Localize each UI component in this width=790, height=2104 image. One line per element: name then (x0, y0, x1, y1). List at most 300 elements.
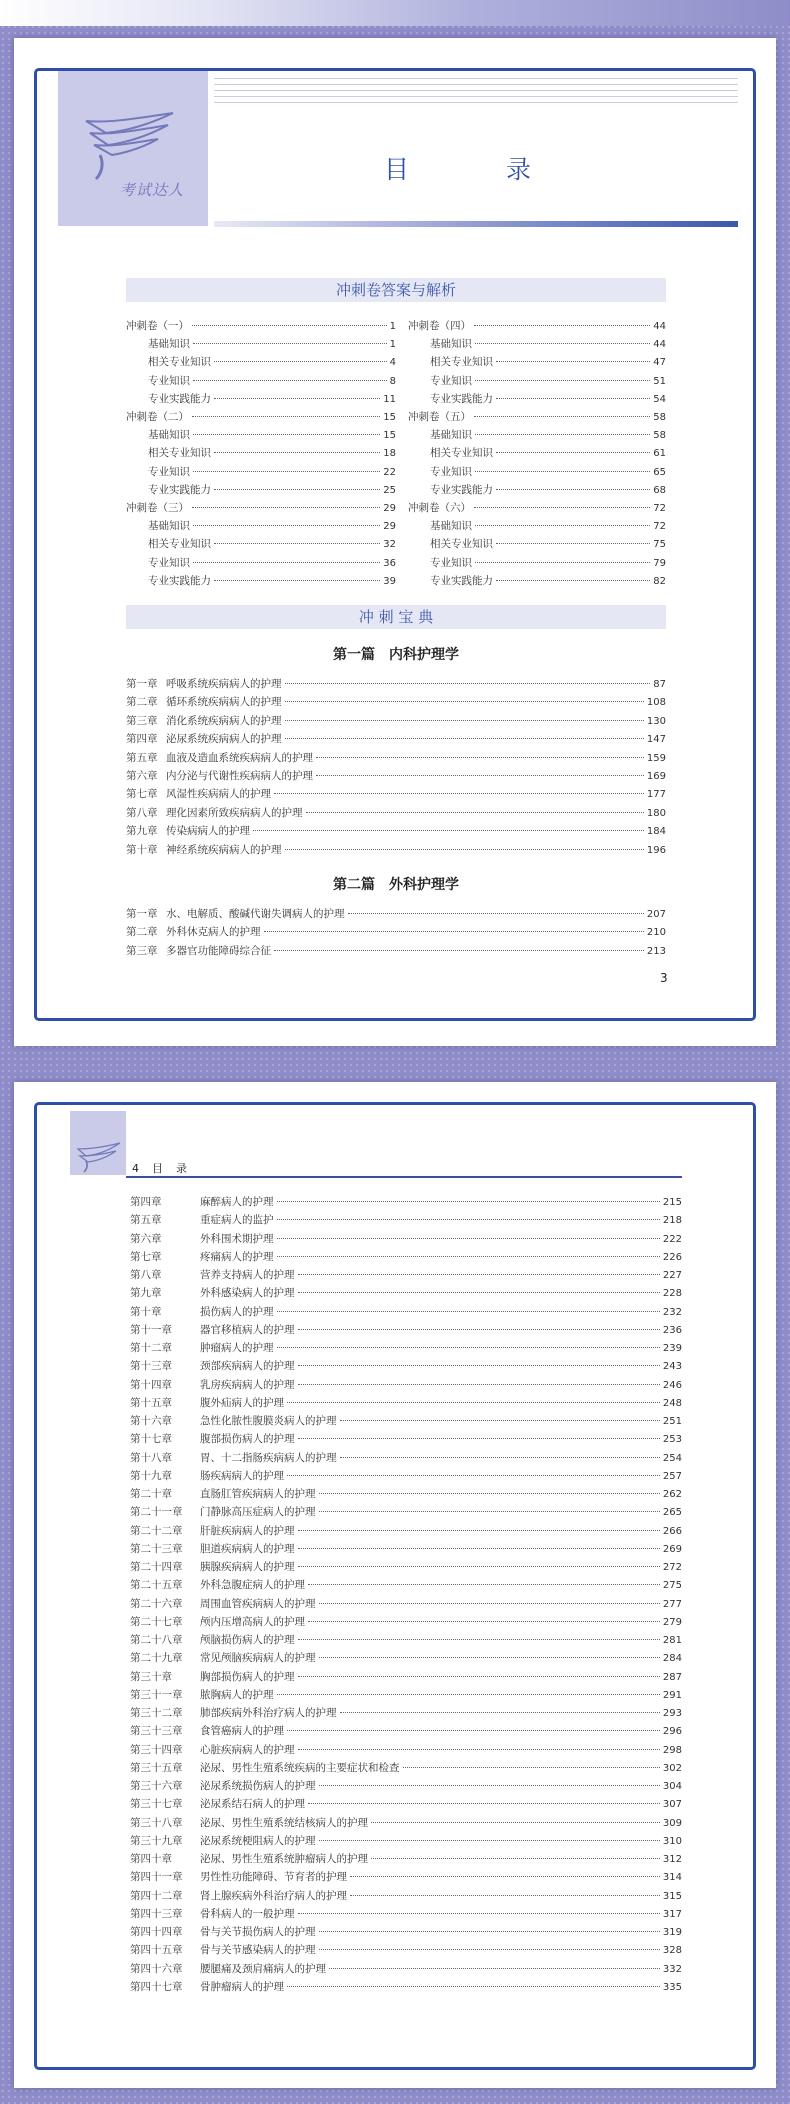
toc-entry[interactable] (408, 536, 666, 552)
toc-entry[interactable] (408, 445, 666, 461)
toc-entry-title: 心脏疾病病人的护理 (200, 1743, 295, 1756)
toc-entry-leader (287, 1986, 660, 1987)
toc-entry-page: 72 (653, 503, 666, 514)
toc-entry-title: 麻醉病人的护理 (200, 1196, 274, 1208)
toc-entry-leader (298, 1384, 660, 1385)
toc-entry[interactable] (130, 1285, 682, 1301)
toc-entry-title: 胸部损伤病人的护理 (200, 1670, 295, 1683)
toc-entry-title: 直肠肛管疾病病人的护理 (200, 1488, 316, 1500)
toc-entry-title: 外科围术期护理 (200, 1232, 274, 1245)
toc-entry-leader (193, 380, 387, 381)
toc-entry[interactable] (408, 555, 666, 571)
toc-entry[interactable] (130, 1815, 682, 1831)
toc-entry-title: 专业实践能力 (148, 483, 211, 496)
toc-entry-title: 专业知识 (430, 374, 472, 387)
toc-entry-leader (214, 361, 387, 362)
toc-entry[interactable] (130, 1614, 682, 1630)
toc-entry-leader (298, 1548, 660, 1549)
toc-entry-title: 基础知识 (430, 520, 472, 533)
toc-entry[interactable] (130, 1833, 682, 1849)
section-title-handbook: 冲 刺 宝 典 (126, 605, 666, 629)
toc-entry-page: 257 (662, 1470, 682, 1482)
toc-entry[interactable] (126, 924, 666, 940)
toc-entry-page: 302 (662, 1762, 682, 1774)
toc-entry[interactable] (126, 823, 666, 839)
toc-entry-title: 冲刺卷（一） (126, 320, 189, 332)
toc-entry[interactable] (130, 1906, 682, 1922)
toc-entry-title: 基础知识 (148, 520, 190, 533)
toc-entry-title: 肺部疾病外科治疗病人的护理 (200, 1707, 337, 1719)
toc-entry[interactable] (130, 1358, 682, 1374)
toc-entry-leader (285, 701, 644, 702)
toc-entry-page: 248 (662, 1397, 682, 1409)
toc-entry[interactable] (130, 1760, 682, 1776)
toc-entry-page: 65 (653, 466, 666, 478)
toc-entry-chapter: 第三章 (126, 714, 158, 727)
toc-entry-leader (319, 1949, 660, 1950)
toc-entry[interactable] (408, 318, 666, 334)
toc-entry-page: 307 (662, 1799, 682, 1811)
toc-entry-leader (287, 1730, 660, 1731)
toc-entry[interactable] (130, 1340, 682, 1356)
toc-entry-page: 296 (662, 1726, 682, 1738)
toc-entry-chapter: 第三十四章 (130, 1743, 183, 1756)
toc-entry[interactable] (126, 409, 396, 425)
toc-entry[interactable] (130, 1851, 682, 1867)
toc-entry-leader (308, 1584, 660, 1585)
toc-entry-chapter: 第二十三章 (130, 1542, 183, 1555)
toc-entry[interactable] (130, 1778, 682, 1794)
toc-entry-title: 专业知识 (148, 556, 190, 569)
toc-entry-page: 207 (646, 909, 666, 920)
toc-entry[interactable] (126, 518, 396, 534)
toc-entry-page: 277 (662, 1598, 682, 1610)
toc-entry-page: 243 (662, 1361, 682, 1373)
header-line (214, 90, 738, 91)
toc-entry-chapter: 第二章 (126, 696, 158, 709)
toc-entry-leader (496, 543, 650, 544)
toc-entry[interactable] (130, 1559, 682, 1575)
toc-entry[interactable] (130, 1687, 682, 1703)
toc-entry-page: 196 (646, 844, 666, 856)
toc-entry-title: 腹部损伤病人的护理 (200, 1433, 295, 1446)
toc-entry-leader (319, 1840, 660, 1841)
toc-entry-chapter: 第八章 (130, 1269, 162, 1281)
toc-entry-leader (475, 434, 650, 435)
toc-entry-title: 急性化脓性腹膜炎病人的护理 (200, 1415, 337, 1427)
toc-entry-page: 284 (662, 1653, 682, 1665)
toc-entry-chapter: 第二十七章 (130, 1615, 183, 1628)
toc-entry-leader (285, 683, 651, 684)
toc-entry-title: 相关专业知识 (148, 447, 211, 460)
toc-entry-leader (214, 543, 380, 544)
header-rule (126, 1176, 682, 1178)
toc-entry[interactable] (126, 713, 666, 729)
toc-entry[interactable] (130, 1979, 682, 1995)
toc-entry-leader (277, 1311, 660, 1312)
toc-entry[interactable] (130, 1486, 682, 1502)
toc-entry-chapter: 第十章 (126, 843, 158, 856)
toc-entry-leader (192, 507, 380, 508)
toc-entry[interactable] (130, 1961, 682, 1977)
toc-entry-chapter: 第八章 (126, 806, 158, 819)
toc-entry-page: 272 (662, 1562, 682, 1573)
toc-entry-leader (319, 1931, 660, 1932)
toc-entry-chapter: 第三十二章 (130, 1707, 183, 1719)
toc-entry-chapter: 第二十八章 (130, 1634, 183, 1646)
toc-entry[interactable] (130, 1249, 682, 1265)
toc-entry-leader (319, 1603, 660, 1604)
toc-entry[interactable] (126, 555, 396, 571)
toc-entry[interactable] (126, 768, 666, 784)
toc-entry-title: 脓胸病人的护理 (200, 1688, 274, 1701)
toc-entry-leader (264, 931, 644, 932)
toc-entry-leader (496, 361, 650, 362)
toc-entry-title: 外科休克病人的护理 (166, 926, 261, 939)
toc-entry-leader (306, 812, 644, 813)
toc-entry-page: 29 (383, 503, 396, 514)
toc-entry-title: 外科急腹症病人的护理 (200, 1579, 305, 1592)
toc-entry[interactable] (130, 1322, 682, 1338)
logo-block (58, 71, 208, 226)
toc-entry-chapter: 第三十章 (130, 1670, 172, 1683)
toc-entry-leader (193, 434, 380, 435)
toc-entry-chapter: 第十三章 (130, 1360, 172, 1373)
toc-entry-title: 泌尿系统梗阻病人的护理 (200, 1834, 316, 1847)
toc-entry[interactable] (126, 676, 666, 692)
toc-entry-chapter: 第三十八章 (130, 1816, 183, 1829)
toc-entry-title: 肝脏疾病病人的护理 (200, 1524, 295, 1537)
toc-entry[interactable] (126, 731, 666, 747)
toc-entry-title: 水、电解质、酸碱代谢失调病人的护理 (166, 908, 345, 920)
toc-entry-chapter: 第九章 (130, 1287, 162, 1300)
toc-entry[interactable] (130, 1577, 682, 1593)
toc-entry[interactable] (130, 1468, 682, 1484)
toc-entry-title: 肿瘤病人的护理 (200, 1342, 274, 1354)
toc-entry[interactable] (130, 1796, 682, 1812)
toc-entry[interactable] (408, 336, 666, 352)
toc-entry[interactable] (126, 500, 396, 516)
toc-entry-title: 相关专业知识 (430, 356, 493, 369)
toc-entry-title: 疼痛病人的护理 (200, 1250, 274, 1263)
toc-entry-leader (193, 525, 380, 526)
toc-entry-title: 风湿性疾病病人的护理 (166, 788, 271, 801)
toc-entry[interactable] (126, 354, 396, 370)
toc-entry-leader (316, 775, 644, 776)
toc-entry[interactable] (126, 750, 666, 766)
toc-entry-page: 254 (662, 1452, 682, 1464)
toc-entry-leader (277, 1694, 660, 1695)
toc-entry-leader (475, 471, 650, 472)
toc-entry-chapter: 第五章 (126, 751, 158, 764)
toc-entry-title: 专业实践能力 (430, 483, 493, 496)
toc-entry-title: 肾上腺疾病外科治疗病人的护理 (200, 1889, 347, 1902)
toc-entry[interactable] (130, 1869, 682, 1885)
toc-entry-leader (285, 738, 644, 739)
toc-entry-chapter: 第三十五章 (130, 1761, 183, 1774)
toc-entry[interactable] (126, 373, 396, 389)
toc-entry[interactable] (130, 1632, 682, 1648)
toc-entry-page: 184 (646, 826, 666, 838)
toc-entry[interactable] (130, 1450, 682, 1466)
toc-entry[interactable] (130, 1413, 682, 1429)
part-title-internal: 第一篇 内科护理学 (333, 647, 459, 663)
toc-entry-leader (298, 1566, 660, 1567)
toc-entry[interactable] (130, 1231, 682, 1247)
toc-entry[interactable] (130, 1650, 682, 1666)
toc-entry-title: 专业知识 (430, 556, 472, 569)
toc-entry-leader (277, 1201, 660, 1202)
toc-entry[interactable] (126, 427, 396, 443)
toc-entry-leader (298, 1749, 660, 1750)
toc-entry-chapter: 第二章 (126, 926, 158, 939)
toc-entry-leader (298, 1365, 660, 1366)
toc-entry-chapter: 第三十一章 (130, 1688, 183, 1701)
toc-entry[interactable] (130, 1705, 682, 1721)
toc-entry[interactable] (130, 1377, 682, 1393)
page-number: 3 (660, 971, 668, 985)
toc-entry-page: 281 (662, 1635, 682, 1646)
toc-entry[interactable] (130, 1723, 682, 1739)
toc-entry[interactable] (130, 1267, 682, 1283)
toc-entry-page: 75 (653, 539, 666, 551)
toc-entry-title: 骨与关节损伤病人的护理 (200, 1926, 316, 1938)
toc-entry[interactable] (126, 573, 396, 589)
toc-entry-page: 215 (662, 1197, 682, 1208)
toc-entry-chapter: 第四十五章 (130, 1944, 183, 1957)
toc-entry[interactable] (408, 573, 666, 589)
toc-entry[interactable] (408, 373, 666, 389)
toc-entry[interactable] (408, 391, 666, 407)
toc-entry-title: 呼吸系统疾病病人的护理 (166, 678, 282, 690)
toc-entry-chapter: 第四章 (126, 733, 158, 746)
toc-entry-page: 253 (662, 1434, 682, 1446)
toc-entry[interactable] (130, 1212, 682, 1228)
toc-entry-leader (308, 1621, 660, 1622)
toc-entry-page: 54 (653, 393, 666, 405)
toc-entry-page: 22 (383, 466, 396, 478)
toc-entry-title: 基础知识 (148, 338, 190, 351)
toc-entry-title: 消化系统疾病病人的护理 (166, 714, 282, 727)
toc-entry-chapter: 第四十章 (130, 1853, 172, 1865)
toc-entry[interactable] (130, 1304, 682, 1320)
toc-entry-title: 门静脉高压症病人的护理 (200, 1506, 316, 1519)
toc-entry-chapter: 第四十六章 (130, 1962, 183, 1975)
toc-entry[interactable] (408, 500, 666, 516)
toc-entry-leader (474, 325, 650, 326)
toc-entry-chapter: 第五章 (130, 1214, 162, 1227)
toc-entry-title: 营养支持病人的护理 (200, 1269, 295, 1281)
toc-entry-title: 冲刺卷（四） (408, 320, 471, 332)
toc-entry-page: 51 (653, 375, 666, 387)
toc-entry[interactable] (126, 906, 666, 922)
toc-entry[interactable] (126, 536, 396, 552)
toc-entry-page: 29 (383, 521, 396, 533)
toc-entry-title: 理化因素所致疾病病人的护理 (166, 806, 303, 819)
toc-entry[interactable] (126, 464, 396, 480)
toc-entry[interactable] (130, 1942, 682, 1958)
toc-entry-page: 298 (662, 1744, 682, 1756)
toc-entry-title: 相关专业知识 (430, 538, 493, 551)
toc-entry-page: 279 (662, 1616, 682, 1628)
toc-entry-page: 108 (646, 697, 666, 709)
toc-entry-page: 265 (662, 1507, 682, 1519)
toc-entry-leader (193, 471, 380, 472)
toc-entry-title: 专业实践能力 (148, 392, 211, 405)
toc-entry-page: 312 (662, 1854, 682, 1865)
toc-entry[interactable] (126, 943, 666, 959)
toc-entry-title: 专业知识 (430, 465, 472, 478)
toc-entry-title: 专业实践能力 (430, 574, 493, 587)
toc-entry-leader (277, 1347, 660, 1348)
toc-entry[interactable] (130, 1888, 682, 1904)
toc-entry-leader (319, 1657, 660, 1658)
toc-entry-page: 177 (646, 789, 666, 801)
toc-entry-chapter: 第十八章 (130, 1451, 172, 1464)
toc-entry-page: 32 (383, 539, 396, 551)
toc-entry[interactable] (130, 1431, 682, 1447)
toc-entry[interactable] (130, 1504, 682, 1520)
toc-entry-leader (277, 1219, 660, 1220)
toc-entry-title: 肠疾病病人的护理 (200, 1469, 284, 1482)
toc-entry-chapter: 第九章 (126, 825, 158, 838)
toc-entry-page: 222 (662, 1233, 682, 1245)
toc-entry-page: 130 (646, 715, 666, 727)
toc-entry[interactable] (408, 354, 666, 370)
header-line (214, 102, 738, 103)
toc-entry-leader (371, 1822, 660, 1823)
toc-entry[interactable] (130, 1669, 682, 1685)
toc-entry[interactable] (408, 427, 666, 443)
toc-entry-leader (403, 1767, 660, 1768)
toc-entry-chapter: 第七章 (130, 1250, 162, 1263)
toc-entry[interactable] (408, 518, 666, 534)
toc-entry-title: 传染病病人的护理 (166, 825, 250, 838)
toc-entry-page: 226 (662, 1251, 682, 1263)
toc-entry-page: 11 (383, 393, 396, 405)
toc-entry[interactable] (408, 482, 666, 498)
toc-entry-chapter: 第四十二章 (130, 1889, 183, 1902)
toc-entry-chapter: 第十四章 (130, 1378, 172, 1391)
toc-entry[interactable] (130, 1194, 682, 1210)
toc-entry-leader (350, 1876, 660, 1877)
toc-entry-chapter: 第十二章 (130, 1342, 172, 1354)
toc-entry-page: 246 (662, 1379, 682, 1391)
top-gradient-strip (0, 0, 790, 26)
toc-entry-leader (475, 525, 650, 526)
toc-entry-leader (496, 489, 650, 490)
toc-entry[interactable] (126, 786, 666, 802)
wing-logo-icon (70, 1111, 126, 1175)
toc-entry-title: 神经系统疾病病人的护理 (166, 843, 282, 856)
toc-entry-page: 15 (383, 412, 396, 423)
toc-entry-leader (192, 416, 380, 417)
toc-entry-title: 基础知识 (430, 429, 472, 442)
toc-entry-leader (277, 1238, 660, 1239)
toc-entry-page: 169 (646, 771, 666, 782)
toc-entry[interactable] (408, 464, 666, 480)
toc-entry[interactable] (130, 1541, 682, 1557)
header-line (214, 84, 738, 85)
toc-entry-title: 基础知识 (148, 429, 190, 442)
toc-entry-leader (298, 1913, 660, 1914)
toc-entry-title: 颅内压增高病人的护理 (200, 1615, 305, 1628)
toc-entry-chapter: 第四章 (130, 1196, 162, 1208)
toc-entry-title: 乳房疾病病人的护理 (200, 1378, 295, 1391)
toc-entry[interactable] (126, 842, 666, 858)
toc-entry-title: 多器官功能障碍综合征 (166, 944, 271, 957)
toc-entry-page: 251 (662, 1416, 682, 1427)
toc-entry-leader (298, 1676, 660, 1677)
toc-entry[interactable] (126, 391, 396, 407)
toc-entry-title: 泌尿、男性生殖系统肿瘤病人的护理 (200, 1853, 368, 1865)
toc-entry-page: 79 (653, 557, 666, 569)
toc-entry-page: 58 (653, 430, 666, 442)
toc-entry-leader (285, 720, 644, 721)
toc-entry-leader (285, 849, 644, 850)
toc-entry-leader (475, 562, 650, 563)
toc-entry-title: 骨肿瘤病人的护理 (200, 1980, 284, 1993)
toc-entry-chapter: 第六章 (126, 770, 158, 782)
toc-entry-page: 44 (653, 321, 666, 332)
toc-entry-leader (287, 1402, 660, 1403)
toc-entry-leader (277, 1256, 660, 1257)
toc-entry-leader (193, 343, 387, 344)
toc-entry-leader (274, 950, 644, 951)
toc-entry-chapter: 第四十七章 (130, 1980, 183, 1993)
toc-entry[interactable] (130, 1596, 682, 1612)
toc-entry-page: 87 (653, 679, 666, 690)
toc-entry[interactable] (130, 1924, 682, 1940)
toc-entry-chapter: 第二十二章 (130, 1524, 183, 1537)
toc-entry-chapter: 第十一章 (130, 1323, 172, 1336)
toc-entry-title: 胆道疾病病人的护理 (200, 1542, 295, 1555)
toc-entry-leader (214, 489, 380, 490)
toc-entry-leader (319, 1511, 660, 1512)
toc-entry-title: 血液及造血系统疾病病人的护理 (166, 751, 313, 764)
toc-entry-leader (298, 1329, 660, 1330)
toc-entry-title: 相关专业知识 (148, 538, 211, 551)
toc-entry-chapter: 第二十章 (130, 1488, 172, 1500)
toc-entry-chapter: 第三十三章 (130, 1725, 183, 1738)
toc-entry[interactable] (130, 1523, 682, 1539)
toc-entry[interactable] (126, 805, 666, 821)
toc-entry[interactable] (130, 1742, 682, 1758)
toc-entry-chapter: 第四十三章 (130, 1907, 183, 1920)
toc-entry[interactable] (126, 318, 396, 334)
toc-entry[interactable] (126, 445, 396, 461)
toc-entry-title: 骨科病人的一般护理 (200, 1907, 295, 1920)
toc-entry-page: 25 (383, 484, 396, 496)
toc-entry-page: 304 (662, 1781, 682, 1792)
toc-entry-page: 315 (662, 1890, 682, 1902)
toc-entry[interactable] (126, 694, 666, 710)
toc-entry-page: 293 (662, 1708, 682, 1719)
toc-entry[interactable] (126, 336, 396, 352)
toc-entry-page: 236 (662, 1324, 682, 1336)
toc-entry[interactable] (130, 1395, 682, 1411)
toc-entry[interactable] (126, 482, 396, 498)
toc-entry-title: 专业知识 (148, 374, 190, 387)
toc-entry-title: 泌尿、男性生殖系统疾病的主要症状和检查 (200, 1761, 400, 1774)
toc-entry-leader (340, 1712, 660, 1713)
toc-entry-title: 专业知识 (148, 465, 190, 478)
toc-entry-leader (316, 757, 644, 758)
toc-entry-leader (340, 1457, 660, 1458)
toc-entry[interactable] (408, 409, 666, 425)
toc-entry-page: 15 (383, 430, 396, 442)
toc-entry-leader (298, 1530, 660, 1531)
